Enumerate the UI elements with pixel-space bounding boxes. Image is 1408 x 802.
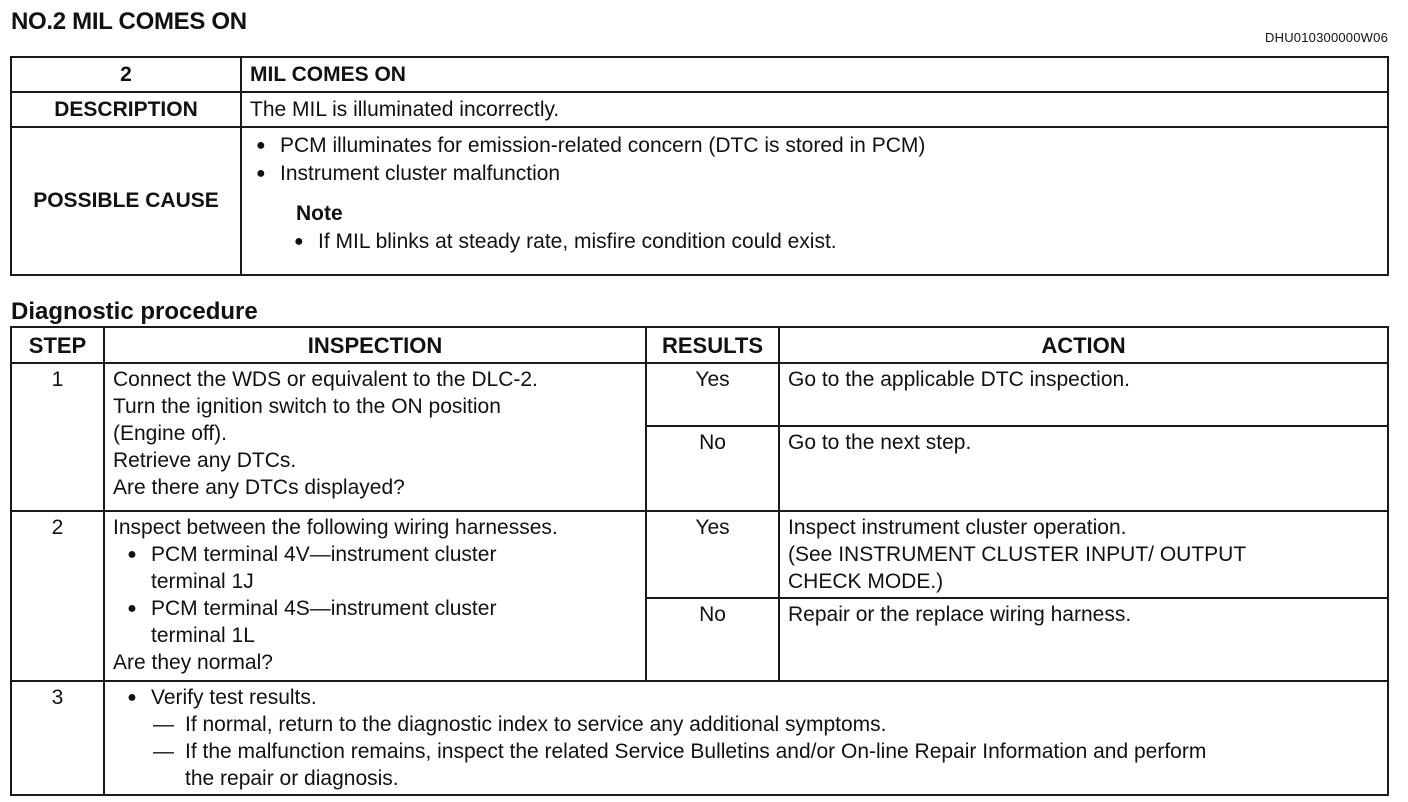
step-1-action-yes: Go to the applicable DTC inspection. <box>779 363 1388 426</box>
bullet-text: terminal 1L <box>151 624 255 647</box>
inspection-line: Connect the WDS or equivalent to the DLC-2. <box>113 368 538 391</box>
bullet-icon: ● <box>127 689 137 706</box>
note-text: If MIL blinks at steady rate, misfire condition could exist. <box>318 230 837 253</box>
bullet-text: terminal 1J <box>151 570 254 593</box>
cause-text: PCM illuminates for emission-related concern (DTC is stored in PCM) <box>280 134 926 157</box>
step-3-content <box>104 681 1388 795</box>
inspection-line: Inspect between the following wiring harnesses. <box>113 516 558 539</box>
step-2-inspection <box>104 511 646 681</box>
section-title: Diagnostic procedure <box>11 298 258 325</box>
inspection-line: Are they normal? <box>113 651 273 674</box>
bullet-icon: ● <box>256 137 266 154</box>
dash-text: If normal, return to the diagnostic index to service any additional symptoms. <box>185 713 887 736</box>
document-code: DHU010300000W06 <box>1265 30 1388 45</box>
diagnostic-procedure-table <box>10 326 1389 796</box>
dash-text: If the malfunction remains, inspect the related Service Bulletins and/or On-line Repair Information and perform <box>185 740 1207 763</box>
possible-cause-list <box>241 127 1388 275</box>
description-row <box>11 92 1388 127</box>
summary-title: MIL COMES ON <box>241 57 1388 92</box>
note-title: Note <box>296 202 343 225</box>
summary-header-row <box>11 57 1388 92</box>
inspection-line: (Engine off). <box>113 422 228 445</box>
step-2-yes-row <box>11 511 1388 598</box>
action-line: CHECK MODE.) <box>788 570 944 593</box>
bullet-text: Verify test results. <box>151 686 317 709</box>
header-action: ACTION <box>779 327 1388 363</box>
action-line: Inspect instrument cluster operation. <box>788 516 1127 539</box>
step-1-number: 1 <box>11 363 104 511</box>
summary-table <box>10 56 1389 276</box>
description-value: The MIL is illuminated incorrectly. <box>241 92 1388 127</box>
step-1-yes-row <box>11 363 1388 426</box>
step-2-result-no: No <box>646 598 779 681</box>
step-1-inspection <box>104 363 646 511</box>
action-line: (See INSTRUMENT CLUSTER INPUT/ OUTPUT <box>788 543 1247 566</box>
bullet-text: PCM terminal 4V—instrument cluster <box>151 543 497 566</box>
cause-item <box>250 160 1379 188</box>
description-label: DESCRIPTION <box>11 92 241 127</box>
inspection-bullet <box>113 595 639 649</box>
step-1-action-no: Go to the next step. <box>779 426 1388 511</box>
step-3-row <box>11 681 1388 795</box>
header-results: RESULTS <box>646 327 779 363</box>
inspection-line: Retrieve any DTCs. <box>113 449 297 472</box>
bullet-icon: ● <box>127 546 137 563</box>
step-1-result-no: No <box>646 426 779 511</box>
inspection-line: Are there any DTCs displayed? <box>113 476 405 499</box>
step-3-number: 3 <box>11 681 104 795</box>
step-2-result-yes: Yes <box>646 511 779 598</box>
dash-text: the repair or diagnosis. <box>185 767 399 790</box>
possible-cause-label: POSSIBLE CAUSE <box>11 127 241 275</box>
header-inspection: INSPECTION <box>104 327 646 363</box>
procedure-header-row <box>11 327 1388 363</box>
dash-icon: — <box>153 713 174 736</box>
step-3-dash-item <box>113 738 1381 792</box>
step-1-result-yes: Yes <box>646 363 779 426</box>
step-2-number: 2 <box>11 511 104 681</box>
bullet-text: PCM terminal 4S—instrument cluster <box>151 597 497 620</box>
step-2-action-yes <box>779 511 1388 598</box>
step-2-action-no: Repair or the replace wiring harness. <box>779 598 1388 681</box>
note-item <box>288 228 1379 256</box>
possible-cause-row <box>11 127 1388 275</box>
summary-number: 2 <box>11 57 241 92</box>
inspection-bullet <box>113 541 639 595</box>
bullet-icon: ● <box>127 600 137 617</box>
bullet-icon: ● <box>256 165 266 182</box>
page-title: NO.2 MIL COMES ON <box>11 8 247 35</box>
step-3-bullet <box>113 684 1381 711</box>
inspection-line: Turn the ignition switch to the ON position <box>113 395 501 418</box>
cause-item <box>250 132 1379 160</box>
header-step: STEP <box>11 327 104 363</box>
step-3-dash-item <box>113 711 1381 738</box>
dash-icon: — <box>153 740 174 763</box>
cause-text: Instrument cluster malfunction <box>280 162 561 185</box>
bullet-icon: ● <box>294 233 304 250</box>
